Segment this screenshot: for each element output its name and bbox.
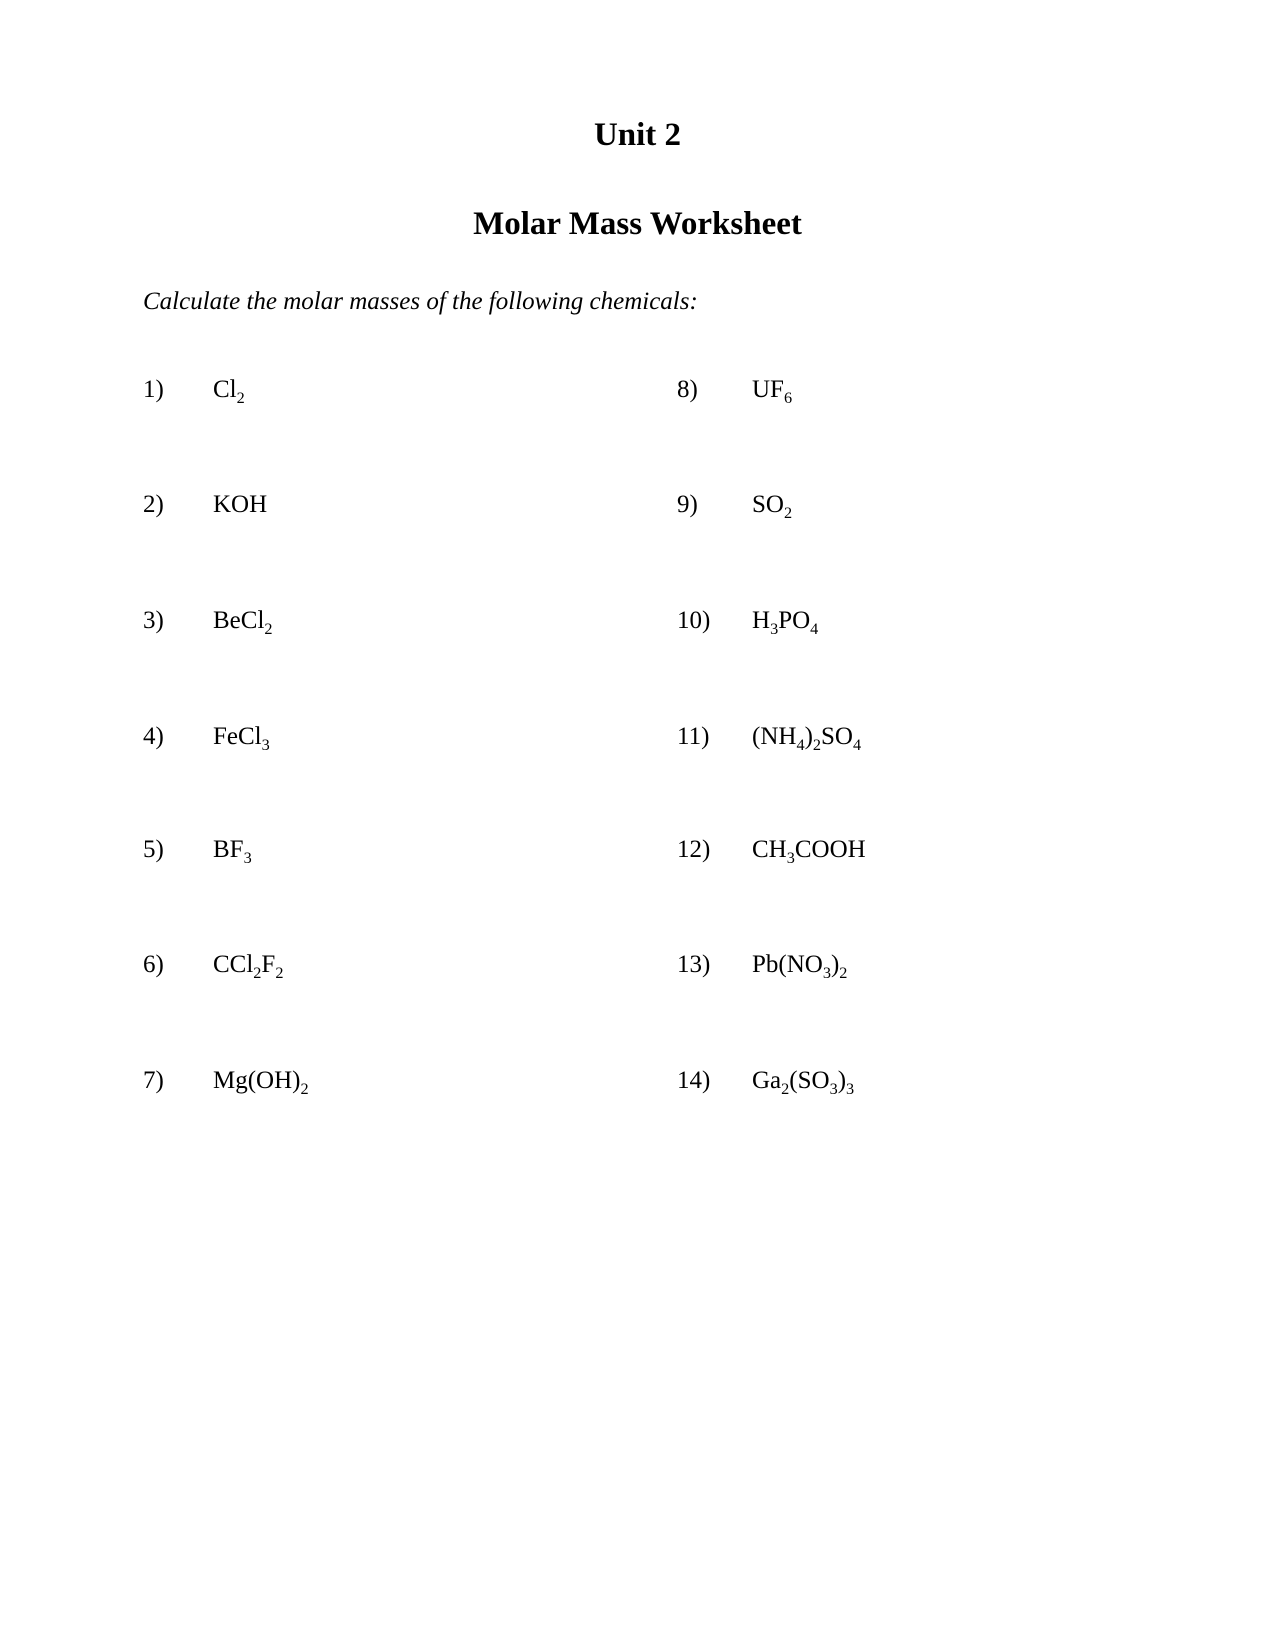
- problem-item-12: [677, 836, 866, 865]
- chemical-formula: FeCl$_3$: [213, 723, 270, 754]
- problem-number: 9): [677, 491, 698, 518]
- problem-number: 10): [677, 607, 711, 634]
- chemical-formula: $Mg(OH)_2$: [213, 1067, 309, 1098]
- problem-number: 7): [143, 1067, 164, 1094]
- problem-item-13: [677, 951, 847, 980]
- chemical-formula: $SO_2$: [752, 491, 793, 522]
- problem-item-6: [143, 951, 283, 980]
- unit-title: Unit 2: [593, 117, 682, 153]
- problem-number: 13): [677, 951, 711, 978]
- problem-number: 2): [143, 491, 164, 518]
- problem-item-11: [677, 723, 861, 752]
- chemical-formula: $BF_3$: [213, 836, 252, 867]
- problem-number: 8): [677, 376, 698, 403]
- chemical-formula: KOH: [213, 491, 268, 518]
- problem-item-7: [143, 1067, 309, 1096]
- problem-item-1: [143, 376, 245, 405]
- chemical-formula: $CH_3COOH$: [752, 836, 866, 867]
- problem-number: 4): [143, 723, 164, 750]
- chemical-formula: $UF_6$: [752, 376, 793, 407]
- problem-number: 14): [677, 1067, 711, 1094]
- problem-item-9: [677, 491, 792, 520]
- chemical-formula: $(NH_4)_2SO_4$: [752, 723, 862, 754]
- problem-number: 6): [143, 951, 164, 978]
- problem-item-14: [677, 1067, 854, 1096]
- chemical-formula: $Pb(NO_3)_2$: [752, 951, 848, 982]
- problem-item-10: [677, 607, 818, 636]
- page-title: Molar Mass Worksheet: [473, 206, 802, 242]
- chemical-formula: $H_3PO_4$: [752, 607, 819, 638]
- problem-number: 12): [677, 836, 711, 863]
- instruction-text: Calculate the molar masses of the following chemicals:: [143, 288, 698, 315]
- problem-item-4: [143, 723, 270, 752]
- problem-number: 1): [143, 376, 164, 403]
- problem-number: 5): [143, 836, 164, 863]
- problem-number: 11): [677, 723, 710, 750]
- chemical-formula: $Ga_2(SO_3)_3$: [752, 1067, 855, 1098]
- chemical-formula: $CCl_2F_2$: [213, 951, 284, 982]
- chemical-formula: BeCl$_2$: [213, 607, 273, 638]
- problem-item-2: [143, 491, 267, 520]
- problem-item-8: [677, 376, 792, 405]
- problem-item-5: [143, 836, 252, 865]
- problem-item-3: [143, 607, 273, 636]
- problem-number: 3): [143, 607, 164, 634]
- chemical-formula: $Cl_2$: [213, 376, 245, 407]
